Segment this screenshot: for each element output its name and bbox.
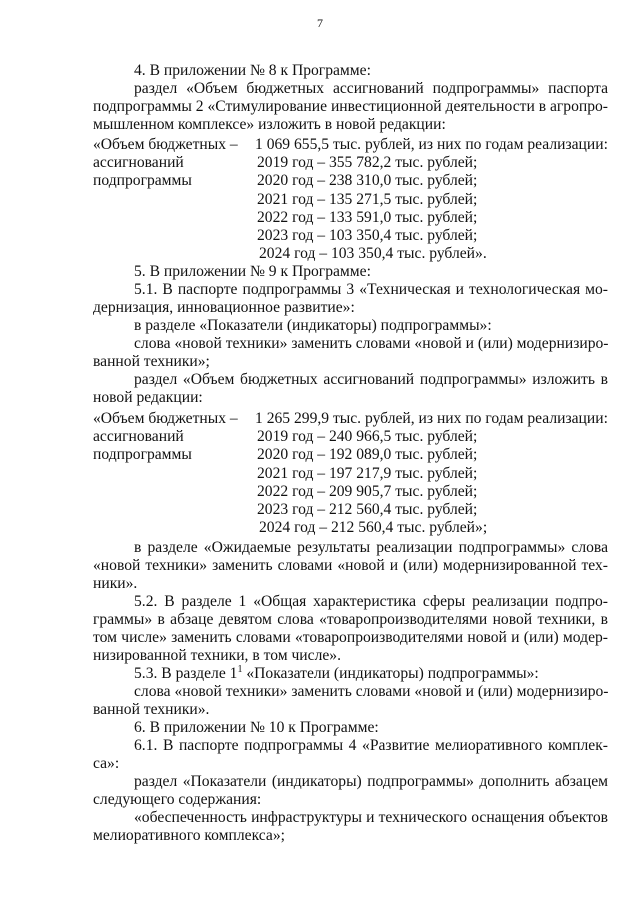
section-5-2-text: 5.2. В разделе 1 «Общая характеристика сферы реализации подпро-	[134, 593, 608, 610]
budget-label-line: «Объем бюджетных –	[93, 136, 238, 153]
section-5-3-text: слова «новой техники» заменить словами «новой и (или) модернизиро-	[134, 683, 609, 700]
section-5-2-text: том числе» заменить словами «товаропроизводителями новой и (или) модер-	[93, 629, 608, 646]
budget-label-line: ассигнований	[93, 154, 184, 172]
section-5-1-text: ники».	[93, 575, 138, 592]
section-6-1-text: раздел «Показатели (индикаторы) подпрограммы» дополнить абзацем	[134, 773, 608, 790]
budget-year-row: 2022 год – 133 591,0 тыс. рублей;	[257, 208, 478, 226]
section-5-1-text: новой редакции:	[93, 389, 203, 406]
section-5-3-superscript: 1	[237, 663, 243, 675]
page-number: 7	[317, 16, 323, 30]
section-6-1-text: следующего содержания:	[93, 791, 262, 808]
section-5-1-text: ванной техники»;	[93, 353, 210, 370]
section-5-heading: 5. В приложении № 9 к Программе:	[134, 263, 371, 280]
budget-year-row: 2024 год – 103 350,4 тыс. рублей».	[259, 245, 487, 263]
section-5-1-text: в разделе «Показатели (индикаторы) подпрограммы»:	[134, 317, 492, 334]
budget-label	[93, 410, 253, 465]
budget-year-row: 2024 год – 212 560,4 тыс. рублей»;	[259, 519, 488, 537]
budget-values	[255, 136, 608, 263]
section-5-1-text: раздел «Объем бюджетных ассигнований подпрограммы» изложить в	[134, 371, 608, 388]
section-5-3-heading	[134, 665, 539, 683]
budget-year-row: 2021 год – 197 217,9 тыс. рублей;	[257, 464, 478, 482]
section-5-3-text: ванной техники».	[93, 701, 210, 718]
section-6-1-text: мелиоративного комплекса»;	[93, 827, 285, 844]
budget-label-line: ассигнований	[93, 428, 184, 446]
budget-year-row: 2023 год – 212 560,4 тыс. рублей;	[257, 500, 478, 518]
section-4-text: мышленном комплексе» изложить в новой редакции:	[93, 116, 446, 133]
budget-label-line: подпрограммы	[93, 172, 192, 190]
budget-label-line: подпрограммы	[93, 446, 192, 464]
section-5-1-text: 5.1. В паспорте подпрограммы 3 «Техническая и технологическая мо-	[134, 281, 608, 298]
budget-label-line: «Объем бюджетных –	[93, 410, 238, 427]
section-4-text: подпрограммы 2 «Стимулирование инвестиционной деятельности в агропро-	[93, 98, 608, 115]
budget-label	[93, 136, 253, 191]
section-4-heading: 4. В приложении № 8 к Программе:	[134, 62, 371, 79]
budget-year-row: 2020 год – 192 089,0 тыс. рублей;	[257, 446, 478, 464]
budget-total: 1 265 299,9 тыс. рублей, из них по годам реализации:	[255, 410, 608, 427]
budget-year-row: 2023 год – 103 350,4 тыс. рублей;	[257, 226, 478, 244]
section-5-2-text: низированной техники, в том числе».	[93, 647, 341, 664]
section-5-1-text: «новой техники» заменить словами «новой и (или) модернизированной тех-	[93, 557, 608, 574]
section-4-text: раздел «Объем бюджетных ассигнований подпрограммы» паспорта	[134, 80, 608, 97]
budget-values	[255, 410, 608, 537]
budget-year-row: 2021 год – 135 271,5 тыс. рублей;	[257, 190, 478, 208]
section-5-1-text: в разделе «Ожидаемые результаты реализации подпрограммы» слова	[134, 539, 608, 556]
section-5-1-text: дернизация, инновационное развитие»:	[93, 299, 355, 316]
section-5-1-text: слова «новой техники» заменить словами «новой и (или) модернизиро-	[134, 335, 609, 352]
section-5-2-text: граммы» в абзаце девятом слова «товаропроизводителями новой техники, в	[93, 611, 608, 628]
section-6-1-text: 6.1. В паспорте подпрограммы 4 «Развитие мелиоративного комплек-	[134, 737, 608, 754]
budget-year-row: 2020 год – 238 310,0 тыс. рублей;	[257, 172, 478, 190]
section-6-1-text: са»:	[93, 755, 120, 772]
budget-year-row: 2019 год – 240 966,5 тыс. рублей;	[257, 428, 478, 446]
section-6-heading: 6. В приложении № 10 к Программе:	[134, 719, 379, 736]
section-6-1-text: «обеспеченность инфраструктуры и технического оснащения объектов	[134, 809, 608, 826]
budget-year-row: 2019 год – 355 782,2 тыс. рублей;	[257, 154, 478, 172]
section-5-3-prefix: 5.3. В разделе 1	[134, 665, 238, 682]
budget-year-row: 2022 год – 209 905,7 тыс. рублей;	[257, 482, 478, 500]
section-5-3-suffix: «Показатели (индикаторы) подпрограммы»:	[242, 665, 539, 682]
budget-total: 1 069 655,5 тыс. рублей, из них по годам реализации:	[255, 136, 608, 153]
